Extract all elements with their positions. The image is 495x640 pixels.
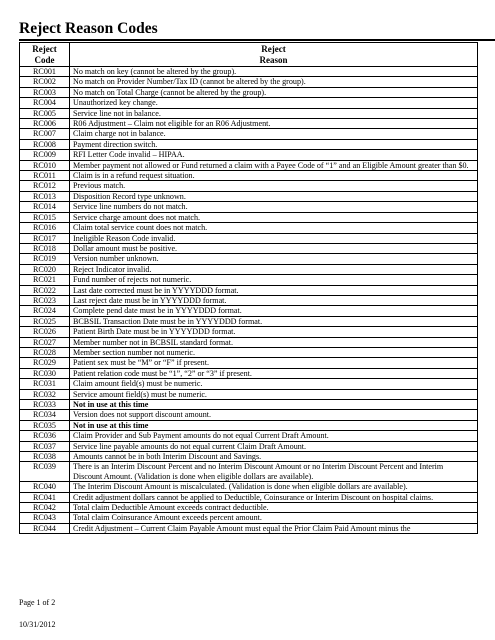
- table-row: [20, 513, 478, 523]
- reject-code-cell: RC002: [20, 77, 70, 87]
- table-row: [20, 171, 478, 181]
- reject-reason-cell: No match on Total Charge (cannot be altered by the group).: [70, 87, 478, 97]
- reject-code-cell: RC017: [20, 233, 70, 243]
- reject-code-cell: RC036: [20, 431, 70, 441]
- reject-code-cell: RC023: [20, 295, 70, 305]
- header-code-line2: Code: [34, 54, 55, 65]
- table-row: [20, 119, 478, 129]
- table-row: [20, 400, 478, 410]
- table-row: [20, 431, 478, 441]
- table-row: [20, 160, 478, 170]
- reject-reason-cell: Dollar amount must be positive.: [70, 243, 478, 253]
- reject-code-cell: RC026: [20, 327, 70, 337]
- reject-reason-cell: Claim charge not in balance.: [70, 129, 478, 139]
- reject-reason-cell: Disposition Record type unknown.: [70, 191, 478, 201]
- table-body: [20, 67, 478, 534]
- reject-code-cell: RC041: [20, 492, 70, 502]
- reject-code-cell: RC009: [20, 150, 70, 160]
- footer-date: 10/31/2012: [19, 620, 56, 629]
- reject-code-cell: RC011: [20, 171, 70, 181]
- table-row: [20, 368, 478, 378]
- reject-code-cell: RC037: [20, 441, 70, 451]
- reject-reason-cell: Not in use at this time: [70, 400, 478, 410]
- reject-code-cell: RC025: [20, 316, 70, 326]
- table-row: [20, 191, 478, 201]
- reject-code-cell: RC001: [20, 67, 70, 77]
- reject-code-cell: RC029: [20, 358, 70, 368]
- table-row: [20, 212, 478, 222]
- page-number: Page 1 of 2: [19, 598, 56, 607]
- reject-code-cell: RC038: [20, 452, 70, 462]
- reject-code-cell: RC004: [20, 98, 70, 108]
- table-row: [20, 452, 478, 462]
- reject-code-cell: RC044: [20, 523, 70, 533]
- table-row: [20, 233, 478, 243]
- table-row: [20, 523, 478, 533]
- table-row: [20, 327, 478, 337]
- reject-code-cell: RC027: [20, 337, 70, 347]
- reject-reason-cell: No match on key (cannot be altered by the group).: [70, 67, 478, 77]
- table-row: [20, 202, 478, 212]
- reject-code-cell: RC039: [20, 462, 70, 482]
- reject-code-cell: RC022: [20, 285, 70, 295]
- reject-code-cell: RC042: [20, 503, 70, 513]
- reject-reason-cell: Last date corrected must be in YYYYDDD format.: [70, 285, 478, 295]
- reject-code-cell: RC033: [20, 400, 70, 410]
- reject-reason-cell: Credit Adjustment – Current Claim Payable Amount must equal the Prior Claim Paid Amount minus the: [70, 523, 478, 533]
- reject-code-cell: RC008: [20, 139, 70, 149]
- reject-code-cell: RC030: [20, 368, 70, 378]
- reject-reason-cell: Service line numbers do not match.: [70, 202, 478, 212]
- reject-code-cell: RC016: [20, 223, 70, 233]
- reject-reason-cell: No match on Provider Number/Tax ID (cannot be altered by the group).: [70, 77, 478, 87]
- reject-reason-cell: Total claim Deductible Amount exceeds contract deductible.: [70, 503, 478, 513]
- table-row: [20, 150, 478, 160]
- reject-code-cell: RC035: [20, 420, 70, 430]
- reject-code-cell: RC034: [20, 410, 70, 420]
- reject-reason-cell: Service line not in balance.: [70, 108, 478, 118]
- reject-reason-cell: Patient sex must be “M” or “F” if present.: [70, 358, 478, 368]
- table-row: [20, 87, 478, 97]
- reject-reason-cell: Not in use at this time: [70, 420, 478, 430]
- reject-reason-cell: Total claim Coinsurance Amount exceeds percent amount.: [70, 513, 478, 523]
- table-row: [20, 441, 478, 451]
- table-row: [20, 295, 478, 305]
- reject-code-cell: RC043: [20, 513, 70, 523]
- reject-reason-cell: Credit adjustment dollars cannot be applied to Deductible, Coinsurance or Interim Discount on hospital claims.: [70, 492, 478, 502]
- reject-code-cell: RC013: [20, 191, 70, 201]
- table-row: [20, 420, 478, 430]
- reject-reason-cell: Claim is in a refund request situation.: [70, 171, 478, 181]
- table-row: [20, 492, 478, 502]
- reject-reason-cell: BCBSIL Transaction Date must be in YYYYDDD format.: [70, 316, 478, 326]
- table-row: [20, 108, 478, 118]
- reject-reason-cell: Version does not support discount amount.: [70, 410, 478, 420]
- reject-reason-cell: Last reject date must be in YYYYDDD format.: [70, 295, 478, 305]
- reject-reason-cell: Claim amount field(s) must be numeric.: [70, 379, 478, 389]
- header-reason-line1: Reject: [261, 44, 286, 54]
- reject-code-cell: RC040: [20, 482, 70, 492]
- reject-code-cell: RC010: [20, 160, 70, 170]
- reject-reason-cell: Unauthorized key change.: [70, 98, 478, 108]
- reject-code-cell: RC028: [20, 347, 70, 357]
- reject-reason-cell: Previous match.: [70, 181, 478, 191]
- reject-code-cell: RC003: [20, 87, 70, 97]
- table-row: [20, 77, 478, 87]
- header-code: [20, 43, 70, 67]
- table-row: [20, 306, 478, 316]
- reject-reason-cell: Claim total service count does not match.: [70, 223, 478, 233]
- reject-reason-cell: Service amount field(s) must be numeric.: [70, 389, 478, 399]
- reject-code-cell: RC024: [20, 306, 70, 316]
- reject-reason-cell: R06 Adjustment – Claim not eligible for an R06 Adjustment.: [70, 119, 478, 129]
- header-reason: [70, 43, 478, 67]
- reject-code-cell: RC031: [20, 379, 70, 389]
- reject-reason-cell: Member payment not allowed or Fund returned a claim with a Payee Code of “1” and an Eligible Amount greater than $0.: [70, 160, 478, 170]
- reject-reason-cell: Version number unknown.: [70, 254, 478, 264]
- table-row: [20, 389, 478, 399]
- table-row: [20, 285, 478, 295]
- table-row: [20, 129, 478, 139]
- table-row: [20, 482, 478, 492]
- table-row: [20, 503, 478, 513]
- reject-reason-cell: Reject Indicator invalid.: [70, 264, 478, 274]
- reject-reason-cell: Claim Provider and Sub Payment amounts do not equal Current Draft Amount.: [70, 431, 478, 441]
- table-row: [20, 379, 478, 389]
- table-row: [20, 347, 478, 357]
- reject-reason-cell: Fund number of rejects not numeric.: [70, 275, 478, 285]
- table-row: [20, 358, 478, 368]
- table-row: [20, 275, 478, 285]
- reject-code-cell: RC012: [20, 181, 70, 191]
- document-title: Reject Reason Codes: [19, 20, 158, 37]
- reject-reason-cell: The Interim Discount Amount is miscalculated. (Validation is done when eligible dollars are available).: [70, 482, 478, 492]
- reject-code-cell: RC018: [20, 243, 70, 253]
- table-row: [20, 337, 478, 347]
- table-row: [20, 139, 478, 149]
- table-row: [20, 316, 478, 326]
- table-row: [20, 243, 478, 253]
- reject-reason-cell: Amounts cannot be in both Interim Discount and Savings.: [70, 452, 478, 462]
- reject-code-cell: RC006: [20, 119, 70, 129]
- title-rule: [19, 39, 495, 41]
- header-code-line1: Reject: [32, 44, 57, 54]
- reject-reason-cell: Complete pend date must be in YYYYDDD format.: [70, 306, 478, 316]
- header-reason-line2: Reason: [259, 54, 288, 65]
- table-row: [20, 264, 478, 274]
- table-row: [20, 98, 478, 108]
- table-row: [20, 410, 478, 420]
- reject-reason-cell: Service charge amount does not match.: [70, 212, 478, 222]
- reject-reason-cell: Member section number not numeric.: [70, 347, 478, 357]
- reject-code-cell: RC021: [20, 275, 70, 285]
- reject-reason-cell: Patient Birth Date must be in YYYYDDD format.: [70, 327, 478, 337]
- table-row: [20, 254, 478, 264]
- reject-reason-cell: There is an Interim Discount Percent and no Interim Discount Amount or no Interim Discount Percent and Interim Discount Amount. (Validation is done when eligible dollars are available).: [70, 462, 478, 482]
- reject-reason-cell: Member number not in BCBSIL standard format.: [70, 337, 478, 347]
- reject-code-cell: RC014: [20, 202, 70, 212]
- reject-code-cell: RC015: [20, 212, 70, 222]
- reject-code-cell: RC007: [20, 129, 70, 139]
- table-row: [20, 223, 478, 233]
- reject-reason-cell: RFI Letter Code invalid – HIPAA.: [70, 150, 478, 160]
- table-row: [20, 181, 478, 191]
- table-row: [20, 462, 478, 482]
- reject-code-cell: RC019: [20, 254, 70, 264]
- reject-reason-cell: Payment direction switch.: [70, 139, 478, 149]
- reject-reason-cell: Patient relation code must be “1”, “2” or “3” if present.: [70, 368, 478, 378]
- reject-reason-cell: Service line payable amounts do not equal current Claim Draft Amount.: [70, 441, 478, 451]
- reject-code-cell: RC032: [20, 389, 70, 399]
- table-row: [20, 67, 478, 77]
- reject-code-cell: RC020: [20, 264, 70, 274]
- reject-code-cell: RC005: [20, 108, 70, 118]
- reject-reason-cell: Ineligible Reason Code invalid.: [70, 233, 478, 243]
- table-header-row: [20, 43, 478, 67]
- reject-codes-table: [19, 42, 478, 534]
